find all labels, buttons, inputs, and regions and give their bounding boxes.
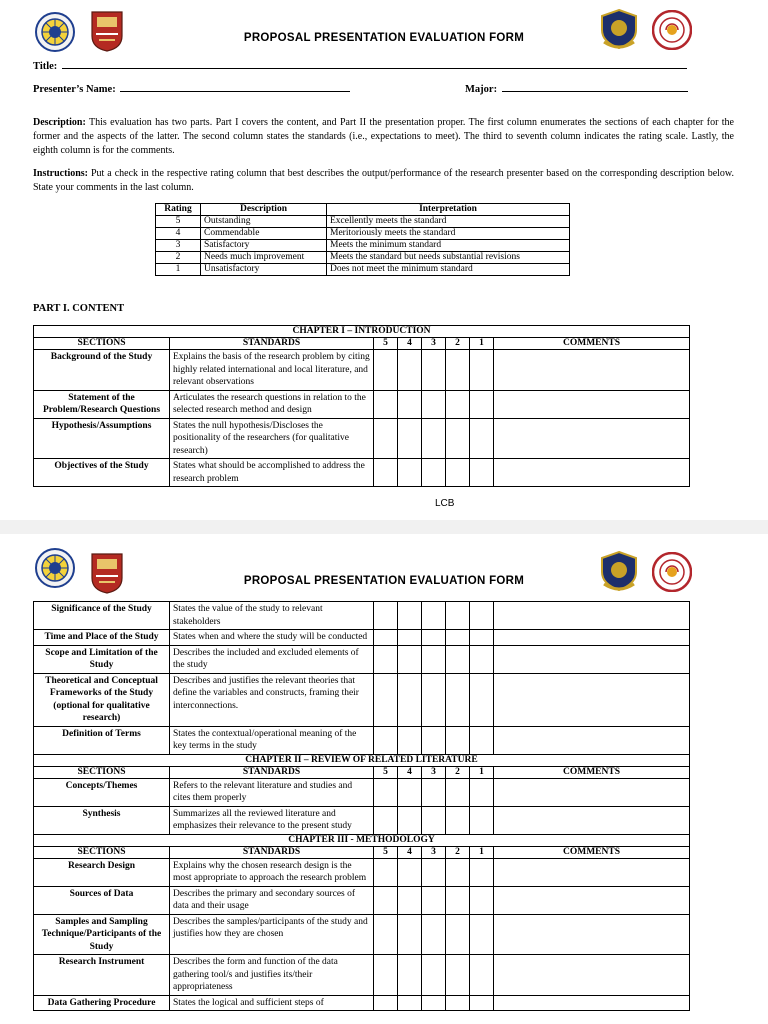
comments-cell[interactable] (494, 673, 690, 726)
chapter3-title: CHAPTER III - METHODOLOGY (34, 834, 690, 846)
comments-cell[interactable] (494, 418, 690, 459)
rating-3-checkbox[interactable] (422, 778, 446, 806)
standard-cell: States what should be accomplished to address the research problem (170, 459, 374, 487)
rating-4-header: 4 (398, 766, 422, 778)
rating-3-header: 3 (422, 846, 446, 858)
rating-3-checkbox[interactable] (422, 673, 446, 726)
rating-2-checkbox[interactable] (446, 390, 470, 418)
rating-1-checkbox[interactable] (470, 350, 494, 391)
part1-heading: PART I. CONTENT (33, 303, 125, 314)
rating-3-header: 3 (422, 338, 446, 350)
rating-value: 3 (156, 240, 201, 252)
rating-5-header: 5 (374, 846, 398, 858)
rating-5-checkbox[interactable] (374, 886, 398, 914)
rating-2-checkbox[interactable] (446, 630, 470, 646)
title-label: Title: (33, 61, 58, 72)
rating-5-checkbox[interactable] (374, 778, 398, 806)
chapter-title-row (34, 326, 690, 338)
rating-2-checkbox[interactable] (446, 778, 470, 806)
standard-cell: Describes the included and excluded elements of the study (170, 645, 374, 673)
comments-cell[interactable] (494, 602, 690, 630)
standard-cell: States when and where the study will be conducted (170, 630, 374, 646)
rating-2-checkbox[interactable] (446, 886, 470, 914)
rating-4-checkbox[interactable] (398, 350, 422, 391)
standard-cell: States the value of the study to relevant stakeholders (170, 602, 374, 630)
comments-header: COMMENTS (494, 766, 690, 778)
comments-cell[interactable] (494, 858, 690, 886)
table-row (34, 858, 690, 886)
column-header-row (34, 766, 690, 778)
rating-4-checkbox[interactable] (398, 858, 422, 886)
section-cell: Scope and Limitation of the Study (34, 645, 170, 673)
comments-header: COMMENTS (494, 846, 690, 858)
rating-2-checkbox[interactable] (446, 602, 470, 630)
standards-header: STANDARDS (170, 846, 374, 858)
chapter-table-continued (33, 601, 690, 1011)
rating-value: 5 (156, 216, 201, 228)
rating-3-checkbox[interactable] (422, 350, 446, 391)
rating-5-checkbox[interactable] (374, 645, 398, 673)
standard-cell: Describes the primary and secondary sources of data and their usage (170, 886, 374, 914)
description-paragraph (33, 116, 734, 158)
interpretation-header: Interpretation (327, 204, 570, 216)
rating-1-checkbox[interactable] (470, 459, 494, 487)
rating-interpretation: Meets the minimum standard (327, 240, 570, 252)
rating-5-checkbox[interactable] (374, 858, 398, 886)
rating-description: Unsatisfactory (201, 264, 327, 276)
section-cell: Research Design (34, 858, 170, 886)
rating-2-header: 2 (446, 766, 470, 778)
title-field[interactable] (33, 58, 687, 72)
chapter1-title: CHAPTER I – INTRODUCTION (34, 326, 690, 338)
comments-cell[interactable] (494, 995, 690, 1011)
comments-cell[interactable] (494, 778, 690, 806)
rating-1-header: 1 (470, 766, 494, 778)
form-title: PROPOSAL PRESENTATION EVALUATION FORM (243, 575, 525, 587)
comments-cell[interactable] (494, 726, 690, 754)
rating-1-header: 1 (470, 338, 494, 350)
table-row (34, 418, 690, 459)
rating-row (156, 216, 570, 228)
major-underline (502, 81, 688, 92)
rating-value: 1 (156, 264, 201, 276)
rating-1-checkbox[interactable] (470, 390, 494, 418)
sections-header: SECTIONS (34, 338, 170, 350)
table-row (34, 914, 690, 955)
rating-value: 4 (156, 228, 201, 240)
standard-cell: Describes the form and function of the data gathering tool/s and justifies its/their appropriateness (170, 955, 374, 996)
section-cell: Synthesis (34, 806, 170, 834)
table-row (34, 726, 690, 754)
page-footer: LCB (435, 498, 455, 509)
rating-2-checkbox[interactable] (446, 806, 470, 834)
table-row (34, 645, 690, 673)
rating-1-checkbox[interactable] (470, 886, 494, 914)
rating-1-checkbox[interactable] (470, 630, 494, 646)
rating-5-checkbox[interactable] (374, 459, 398, 487)
rating-5-checkbox[interactable] (374, 806, 398, 834)
sections-header: SECTIONS (34, 766, 170, 778)
table-row (34, 995, 690, 1011)
description-text: This evaluation has two parts. Part I covers the content, and Part II the presentation proper. The first column enumerates the sections of each chapter for the former and the aspects of the latter. The second column states the standards (i.e., expectations to meet). The third to seventh column indicates the rating scale. Lastly, the eighth column is for the comments. (33, 117, 734, 156)
standard-cell: Describes and justifies the relevant theories that define the variables and constructs, framing their interconnections. (170, 673, 374, 726)
table-row (34, 390, 690, 418)
table-row (34, 778, 690, 806)
section-cell: Samples and Sampling Technique/Participants of the Study (34, 914, 170, 955)
rating-1-checkbox[interactable] (470, 418, 494, 459)
rating-5-checkbox[interactable] (374, 995, 398, 1011)
rating-3-checkbox[interactable] (422, 858, 446, 886)
standard-cell: Summarizes all the reviewed literature and emphasizes their relevance to the present study (170, 806, 374, 834)
rating-1-checkbox[interactable] (470, 726, 494, 754)
college-crest-logo (90, 10, 124, 52)
table-row (34, 350, 690, 391)
rating-2-checkbox[interactable] (446, 995, 470, 1011)
comments-cell[interactable] (494, 955, 690, 996)
form-title: PROPOSAL PRESENTATION EVALUATION FORM (243, 32, 525, 44)
rating-4-checkbox[interactable] (398, 886, 422, 914)
standard-cell: Explains the basis of the research problem by citing highly related international and local literature, and relevant observations (170, 350, 374, 391)
comments-cell[interactable] (494, 630, 690, 646)
rating-5-checkbox[interactable] (374, 955, 398, 996)
chapter2-title: CHAPTER II – REVIEW OF RELATED LITERATURE (34, 754, 690, 766)
comments-cell[interactable] (494, 806, 690, 834)
instructions-paragraph (33, 167, 734, 195)
rating-3-checkbox[interactable] (422, 630, 446, 646)
instructions-text: Put a check in the respective rating column that best describes the output/performance of the research presenter based on the corresponding description below. State your comments in the last column. (33, 168, 734, 193)
rating-2-checkbox[interactable] (446, 914, 470, 955)
rating-row (156, 252, 570, 264)
page-separator (0, 520, 768, 534)
rating-3-checkbox[interactable] (422, 995, 446, 1011)
rating-4-checkbox[interactable] (398, 390, 422, 418)
rating-1-checkbox[interactable] (470, 602, 494, 630)
instructions-label: Instructions: (33, 168, 89, 179)
research-center-seal-logo (652, 10, 692, 50)
rating-3-checkbox[interactable] (422, 955, 446, 996)
rating-1-checkbox[interactable] (470, 673, 494, 726)
research-center-seal-logo (652, 552, 692, 592)
section-cell: Hypothesis/Assumptions (34, 418, 170, 459)
standards-header: STANDARDS (170, 766, 374, 778)
table-row (34, 602, 690, 630)
rating-4-header: 4 (398, 846, 422, 858)
section-cell: Research Instrument (34, 955, 170, 996)
rating-scale-table (155, 203, 570, 276)
rating-2-header: 2 (446, 338, 470, 350)
comments-header: COMMENTS (494, 338, 690, 350)
rating-5-checkbox[interactable] (374, 726, 398, 754)
comments-cell[interactable] (494, 390, 690, 418)
table-row (34, 886, 690, 914)
rating-3-checkbox[interactable] (422, 726, 446, 754)
major-field[interactable] (465, 81, 688, 95)
rating-1-checkbox[interactable] (470, 914, 494, 955)
section-cell: Concepts/Themes (34, 778, 170, 806)
rating-2-checkbox[interactable] (446, 955, 470, 996)
rating-5-checkbox[interactable] (374, 350, 398, 391)
rating-1-checkbox[interactable] (470, 806, 494, 834)
section-cell: Definition of Terms (34, 726, 170, 754)
rating-5-checkbox[interactable] (374, 673, 398, 726)
standard-cell: States the contextual/operational meaning of the key terms in the study (170, 726, 374, 754)
column-header-row (34, 338, 690, 350)
section-cell: Significance of the Study (34, 602, 170, 630)
rating-1-checkbox[interactable] (470, 645, 494, 673)
rating-description: Needs much improvement (201, 252, 327, 264)
rating-header: Rating (156, 204, 201, 216)
table-row (34, 630, 690, 646)
rating-4-checkbox[interactable] (398, 955, 422, 996)
college-crest-logo (90, 552, 124, 594)
rating-interpretation: Meritoriously meets the standard (327, 228, 570, 240)
rating-5-checkbox[interactable] (374, 390, 398, 418)
rating-5-header: 5 (374, 338, 398, 350)
presenter-underline (120, 81, 350, 92)
standard-cell: Explains why the chosen research design is the most appropriate to approach the research problem (170, 858, 374, 886)
table-row (34, 806, 690, 834)
rating-4-checkbox[interactable] (398, 995, 422, 1011)
rating-2-checkbox[interactable] (446, 645, 470, 673)
standard-cell: States the null hypothesis/Discloses the positionality of the researchers (for qualitative research) (170, 418, 374, 459)
rating-2-checkbox[interactable] (446, 726, 470, 754)
rating-interpretation: Meets the standard but needs substantial revisions (327, 252, 570, 264)
rating-value: 2 (156, 252, 201, 264)
rating-description: Outstanding (201, 216, 327, 228)
table-row (34, 459, 690, 487)
rating-4-checkbox[interactable] (398, 726, 422, 754)
comments-cell[interactable] (494, 886, 690, 914)
rating-interpretation: Excellently meets the standard (327, 216, 570, 228)
rating-5-checkbox[interactable] (374, 418, 398, 459)
section-cell: Theoretical and Conceptual Frameworks of the Study (optional for qualitative research) (34, 673, 170, 726)
rating-4-checkbox[interactable] (398, 645, 422, 673)
rating-row (156, 228, 570, 240)
chapter1-table (33, 325, 690, 487)
standard-cell: Describes the samples/participants of the study and justifies how they are chosen (170, 914, 374, 955)
rating-3-checkbox[interactable] (422, 390, 446, 418)
rating-5-checkbox[interactable] (374, 630, 398, 646)
section-cell: Sources of Data (34, 886, 170, 914)
rating-5-checkbox[interactable] (374, 602, 398, 630)
rating-4-checkbox[interactable] (398, 630, 422, 646)
major-label: Major: (465, 84, 498, 95)
section-cell: Objectives of the Study (34, 459, 170, 487)
column-header-row (34, 846, 690, 858)
rating-row (156, 264, 570, 276)
rating-description: Satisfactory (201, 240, 327, 252)
rating-4-checkbox[interactable] (398, 914, 422, 955)
rating-4-checkbox[interactable] (398, 459, 422, 487)
rating-3-checkbox[interactable] (422, 418, 446, 459)
rating-3-checkbox[interactable] (422, 459, 446, 487)
title-underline (62, 58, 687, 69)
rating-1-checkbox[interactable] (470, 995, 494, 1011)
standard-cell: States the logical and sufficient steps of (170, 995, 374, 1011)
rating-3-checkbox[interactable] (422, 886, 446, 914)
rating-3-checkbox[interactable] (422, 914, 446, 955)
rating-2-checkbox[interactable] (446, 673, 470, 726)
comments-cell[interactable] (494, 459, 690, 487)
table-row (34, 673, 690, 726)
section-cell: Data Gathering Procedure (34, 995, 170, 1011)
section-cell: Statement of the Problem/Research Questions (34, 390, 170, 418)
comments-cell[interactable] (494, 350, 690, 391)
rating-1-header: 1 (470, 846, 494, 858)
department-shield-logo (598, 8, 640, 50)
rating-1-checkbox[interactable] (470, 858, 494, 886)
rating-4-header: 4 (398, 338, 422, 350)
rating-1-checkbox[interactable] (470, 955, 494, 996)
rating-2-checkbox[interactable] (446, 459, 470, 487)
chapter-title-row (34, 754, 690, 766)
rating-2-header: 2 (446, 846, 470, 858)
rating-3-header: 3 (422, 766, 446, 778)
description-header: Description (201, 204, 327, 216)
rating-1-checkbox[interactable] (470, 778, 494, 806)
standards-header: STANDARDS (170, 338, 374, 350)
standard-cell: Refers to the relevant literature and studies and cites them properly (170, 778, 374, 806)
rating-4-checkbox[interactable] (398, 806, 422, 834)
section-cell: Time and Place of the Study (34, 630, 170, 646)
comments-cell[interactable] (494, 645, 690, 673)
rating-interpretation: Does not meet the minimum standard (327, 264, 570, 276)
rating-4-checkbox[interactable] (398, 778, 422, 806)
rating-2-checkbox[interactable] (446, 418, 470, 459)
rating-row (156, 240, 570, 252)
department-shield-logo (598, 550, 640, 592)
description-label: Description: (33, 117, 86, 128)
rating-5-checkbox[interactable] (374, 914, 398, 955)
rating-4-checkbox[interactable] (398, 673, 422, 726)
sections-header: SECTIONS (34, 846, 170, 858)
table-row (34, 955, 690, 996)
section-cell: Background of the Study (34, 350, 170, 391)
comments-cell[interactable] (494, 914, 690, 955)
rating-4-checkbox[interactable] (398, 602, 422, 630)
rating-description: Commendable (201, 228, 327, 240)
presenter-field[interactable] (33, 81, 350, 95)
rating-3-checkbox[interactable] (422, 602, 446, 630)
rating-2-checkbox[interactable] (446, 350, 470, 391)
rating-3-checkbox[interactable] (422, 645, 446, 673)
rating-3-checkbox[interactable] (422, 806, 446, 834)
standard-cell: Articulates the research questions in relation to the selected research method and design (170, 390, 374, 418)
presenter-label: Presenter’s Name: (33, 84, 116, 95)
rating-4-checkbox[interactable] (398, 418, 422, 459)
rating-2-checkbox[interactable] (446, 858, 470, 886)
chapter-title-row (34, 834, 690, 846)
rating-header-row (156, 204, 570, 216)
rating-5-header: 5 (374, 766, 398, 778)
